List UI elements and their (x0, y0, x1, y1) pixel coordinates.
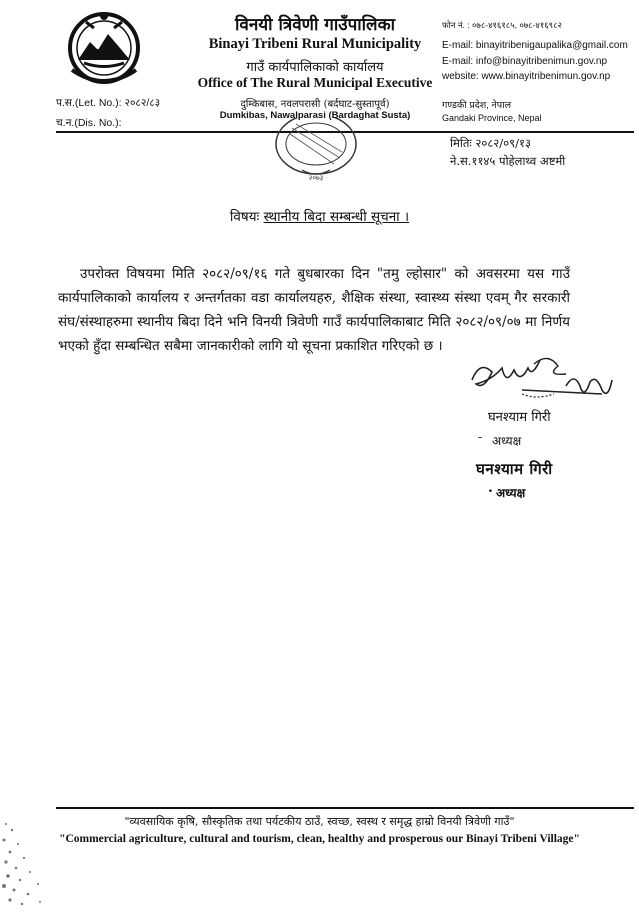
email-primary: E-mail: binayitribenigaupalika@gmail.com (442, 40, 628, 51)
office-name-nepali: गाउँ कार्यपालिकाको कार्यालय (246, 60, 384, 75)
nepal-sambat-date: ने.स.११४५ पोहेलाथ्व अष्टमी (450, 154, 566, 168)
bullet-mark-stamp: . (488, 480, 493, 496)
signatory-name: घनश्याम गिरी (488, 410, 551, 425)
svg-text:२०७३: २०७३ (308, 174, 324, 182)
signatory-title: अध्यक्ष (492, 434, 522, 448)
office-name-english: Office of The Rural Municipal Executive (197, 75, 433, 90)
email-secondary: E-mail: info@binayitribenimun.gov.np (442, 56, 608, 67)
office-seal-stamp (262, 118, 370, 184)
municipality-name-english: Binayi Tribeni Rural Municipality (208, 36, 422, 52)
subject-label: विषयः (229, 209, 260, 225)
website: website: www.binayitribenimun.gov.np (442, 71, 611, 82)
dispatch-number: च.न.(Dis. No.): (56, 117, 122, 129)
slogan-english: "Commercial agriculture, cultural and tourism, clean, healthy and prosperous our Binayi Tribeni Village" (59, 833, 580, 845)
name-stamp-title: अध्यक्ष (496, 486, 526, 500)
province-english: Gandaki Province, Nepal (442, 113, 542, 123)
address-nepali: दुम्किबास, नवलपरासी (बर्दघाट-सुस्तापूर्व) (240, 99, 390, 110)
slogan-nepali: "व्यवसायिक कृषि, सौस्कृतिक तथा पर्यटकीय ठाउँ, स्वच्छ, स्वस्थ र समृद्ध हाम्रो विनयी त्रिवेणी गाउँ" (124, 815, 515, 828)
letter-date: मितिः २०८२/०९/१३ (450, 136, 531, 150)
name-stamp: घनश्याम गिरी (476, 460, 553, 478)
subject-text: स्थानीय बिदा सम्बन्धी सूचना । (263, 209, 410, 225)
address-english: Dumkibas, Nawalparasi (Bardaghat Susta) (219, 110, 411, 121)
letter-number: प.स.(Let. No.): २०८२/८३ (56, 97, 161, 109)
bullet-mark: - (478, 430, 483, 444)
scan-smudge (0, 810, 60, 910)
notice-body: उपरोक्त विषयमा मिति २०८२/०९/१६ गते बुधबारका दिन "तमु ल्होसार" को अवसरमा यस गाउँ कार्यपालिकाको कार्यालय र अन्तर्गतका वडा कार्यालयहरु, शैक्षिक संस्था, स्वास्थ्य संस्था एवम् गैर सरकारी संघ/संस्थाहरुमा स्थानीय बिदा दिने भनि विनयी त्रिवेणी गाउँ कार्यपालिकाबाट मिति २०८२/०९/०७ मा निर्णय भएको हुँदा सम्बन्धित सबैमा जानकारीको लागि यो सूचना प्रकाशित गरिएको छ । (58, 266, 570, 354)
footer-divider (56, 807, 634, 809)
municipality-name-nepali: विनयी त्रिवेणी गाउँपालिका (234, 15, 396, 35)
subject-line (0, 207, 639, 225)
province-nepali: गण्डकी प्रदेश, नेपाल (442, 100, 512, 111)
phone-number: फोन नं. : ०७८-४१६१८५, ०७८-४१६९८२ (442, 20, 562, 30)
nepal-emblem-logo (64, 8, 144, 86)
